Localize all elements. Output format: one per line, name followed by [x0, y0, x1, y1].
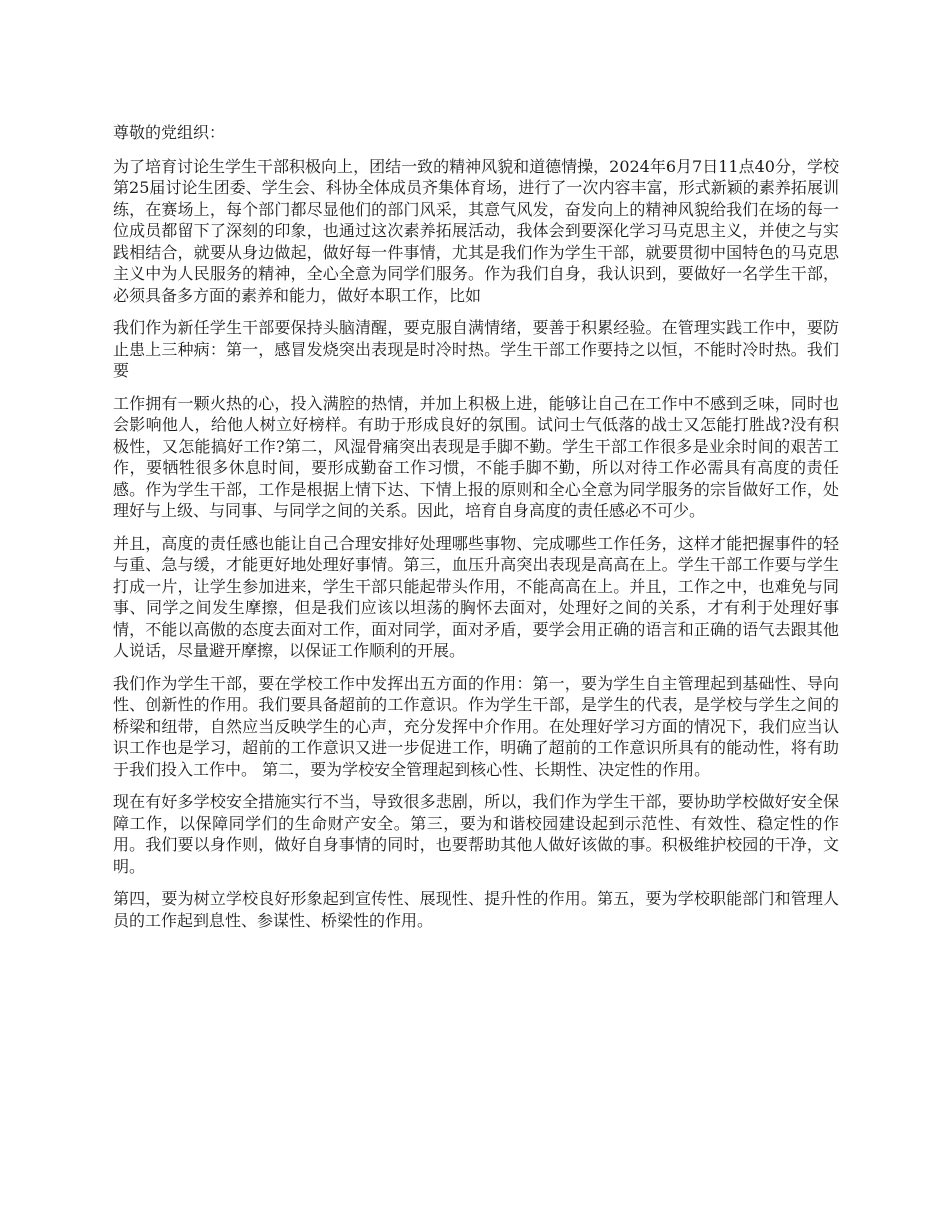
paragraph-4: 并且，高度的责任感也能让自己合理安排好处理哪些事物、完成哪些工作任务，这样才能把握事件的轻与重、急与缓，才能更好地处理好事情。第三，血压升高突出表现是高高在上。学生干部工作要与学生打成一片，让学生参加进来，学生干部只能起带头作用，不能高高在上。并且，工作之中，也难免与同事、同学之间发生摩擦，但是我们应该以坦荡的胸怀去面对，处理好之间的关系，才有利于处理好事情，不能以高傲的态度去面对工作，面对同学，面对矛盾，要学会用正确的语言和正确的语气去跟其他人说话，尽量避开摩擦，以保证工作顺利的开展。	[113, 533, 839, 660]
document-body	[113, 122, 839, 942]
paragraph-2: 我们作为新任学生干部要保持头脑清醒，要克服自满情绪，要善于积累经验。在管理实践工作中，要防止患上三种病：第一，感冒发烧突出表现是时冷时热。学生干部工作要持之以恒，不能时冷时热。我们要	[113, 318, 839, 380]
salutation: 尊敬的党组织：	[113, 123, 226, 142]
paragraph-1: 为了培育讨论生学生干部积极向上，团结一致的精神风貌和道德情操，2024年6月7日11点40分，学校第25届讨论生团委、学生会、科协全体成员齐集体育场，进行了一次内容丰富，形式新颖的素养拓展训练，在赛场上，每个部门都尽显他们的部门风采，其意气风发，奋发向上的精神风貌给我们在场的每一位成员都留下了深刻的印象，也通过这次素养拓展活动，我体会到要深化学习马克思主义，并使之与实践相结合，就要从身边做起，做好每一件事情，尤其是我们作为学生干部，就要贯彻中国特色的马克思主义中为人民服务的精神，全心全意为同学们服务。作为我们自身，我认识到，要做好一名学生干部，必须具备多方面的素养和能力，做好本职工作，比如	[113, 156, 839, 305]
paragraph-3: 工作拥有一颗火热的心，投入满腔的热情，并加上积极上进，能够让自己在工作中不感到乏味，同时也会影响他人，给他人树立好榜样。有助于形成良好的氛围。试问士气低落的战士又怎能打胜战?没有积极性，又怎能搞好工作?第二，风湿骨痛突出表现是手脚不勤。学生干部工作很多是业余时间的艰苦工作，要牺牲很多休息时间，要形成勤奋工作习惯，不能手脚不勤，所以对待工作必需具有高度的责任感。作为学生干部，工作是根据上情下达、下情上报的原则和全心全意为同学服务的宗旨做好工作，处理好与上级、与同事、与同学之间的关系。因此，培育自身高度的责任感必不可少。	[113, 393, 839, 520]
paragraph-7: 第四，要为树立学校良好形象起到宣传性、展现性、提升性的作用。第五，要为学校职能部门和管理人员的工作起到息性、参谋性、桥梁性的作用。	[113, 889, 839, 930]
paragraph-6: 现在有好多学校安全措施实行不当，导致很多悲剧，所以，我们作为学生干部，要协助学校做好安全保障工作，以保障同学们的生命财产安全。第三，要为和谐校园建设起到示范性、有效性、稳定性的作用。我们要以身作则，做好自身事情的同时，也要帮助其他人做好该做的事。积极维护校园的干净，文明。	[113, 792, 839, 876]
paragraph-5: 我们作为学生干部，要在学校工作中发挥出五方面的作用：第一，要为学生自主管理起到基础性、导向性、创新性的作用。我们要具备超前的工作意识。作为学生干部，是学生的代表，是学校与学生之间的桥梁和纽带，自然应当反映学生的心声，充分发挥中介作用。在处理好学习方面的情况下，我们应当认识工作也是学习，超前的工作意识又进一步促进工作，明确了超前的工作意识所具有的能动性，将有助于我们投入工作中。 第二，要为学校安全管理起到核心性、长期性、决定性的作用。	[113, 673, 839, 779]
